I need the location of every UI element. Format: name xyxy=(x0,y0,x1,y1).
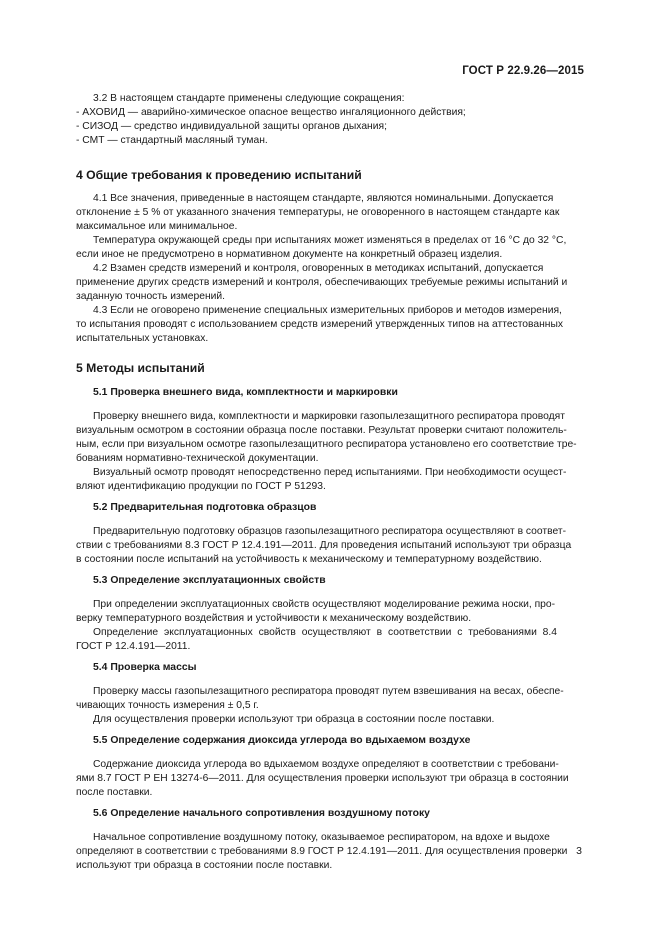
body-line: максимальное или минимальное. xyxy=(76,221,238,232)
body-line: Визуальный осмотр проводят непосредственно перед испытаниями. При необходимости осущест- xyxy=(93,467,567,478)
subsection-5-6-title: 5.6 Определение начального сопротивления воздушному потоку xyxy=(93,808,430,819)
body-line: Определение эксплуатационных свойств осуществляют в соответствии с требованиями 8.4 xyxy=(93,627,557,638)
body-line: если иное не предусмотрено в нормативном документе на конкретный образец изделия. xyxy=(76,249,503,260)
abbrev-item: - АХОВИД — аварийно-химическое опасное вещество ингаляционного действия; xyxy=(76,107,466,118)
body-line: При определении эксплуатационных свойств осуществляют моделирование режима носки, про- xyxy=(93,599,556,610)
body-line: 4.3 Если не оговорено применение специальных измерительных приборов и методов измерения, xyxy=(93,305,562,316)
body-line: Предварительную подготовку образцов газопылезащитного респиратора осуществляют в соответ- xyxy=(93,526,566,537)
body-line: ным, если при визуальном осмотре газопылезащитного респиратора установлено его соответствие тре- xyxy=(76,439,577,450)
body-line: отклонение ± 5 % от указанного значения температуры, не оговоренного в настоящем стандарте как xyxy=(76,207,560,218)
body-line: Проверку внешнего вида, комплектности и маркировки газопылезащитного респиратора проводят xyxy=(93,411,565,422)
body-line: Начальное сопротивление воздушному потоку, оказываемое респиратором, на вдохе и выдохе xyxy=(93,832,550,843)
body-line: 4.2 Взамен средств измерений и контроля, оговоренных в методиках испытаний, допускается xyxy=(93,263,544,274)
subsection-5-2-title: 5.2 Предварительная подготовка образцов xyxy=(93,502,317,513)
body-line: Для осуществления проверки используют три образца в состоянии после поставки. xyxy=(93,714,495,725)
section-4-title: 4 Общие требования к проведению испытаний xyxy=(76,168,362,182)
body-line: используют три образца в состоянии после поставки. xyxy=(76,860,333,871)
page-number: 3 xyxy=(576,845,582,857)
body-line: применение других средств измерений и контроля, обеспечивающих требуемые режимы испытаний и xyxy=(76,277,568,288)
body-line: ГОСТ Р 12.4.191—2011. xyxy=(76,641,191,652)
subsection-5-4-title: 5.4 Проверка массы xyxy=(93,662,197,673)
section-5-title: 5 Методы испытаний xyxy=(76,361,205,375)
body-line: Проверку массы газопылезащитного респиратора проводят путем взвешивания на весах, обеспе- xyxy=(93,686,564,697)
subsection-5-3-title: 5.3 Определение эксплуатационных свойств xyxy=(93,575,326,586)
body-line: после поставки. xyxy=(76,787,153,798)
standard-header: ГОСТ Р 22.9.26—2015 xyxy=(462,65,584,77)
subsection-5-1-title: 5.1 Проверка внешнего вида, комплектности и маркировки xyxy=(93,387,398,398)
body-line: определяют в соответствии с требованиями 8.9 ГОСТ Р 12.4.191—2011. Для осуществления проверки xyxy=(76,846,568,857)
body-line: Температура окружающей среды при испытаниях может изменяться в пределах от 16 °С до 32 °С, xyxy=(93,235,567,246)
body-line: Содержание диоксида углерода во вдыхаемом воздухе определяют в соответствии с требовани- xyxy=(93,759,559,770)
abbrev-item: - СМТ — стандартный масляный туман. xyxy=(76,135,268,146)
clause-3-2-intro: 3.2 В настоящем стандарте применены следующие сокращения: xyxy=(93,93,405,104)
body-line: заданную точность измерений. xyxy=(76,291,226,302)
body-line: в состоянии после испытаний на устойчивость к механическому и температурному воздействию. xyxy=(76,554,542,565)
abbrev-item: - СИЗОД — средство индивидуальной защиты органов дыхания; xyxy=(76,121,387,132)
body-line: вляют идентификацию продукции по ГОСТ Р 51293. xyxy=(76,481,326,492)
body-line: то испытания проводят с использованием средств измерений утвержденных типов на аттестованных xyxy=(76,319,564,330)
body-line: ями 8.7 ГОСТ Р ЕН 13274-6—2011. Для осуществления проверки используют три образца в состоянии xyxy=(76,773,569,784)
body-line: 4.1 Все значения, приведенные в настоящем стандарте, являются номинальными. Допускается xyxy=(93,193,554,204)
body-line: ствии с требованиями 8.3 ГОСТ Р 12.4.191—2011. Для проведения испытаний используют три образца xyxy=(76,540,572,551)
subsection-5-5-title: 5.5 Определение содержания диоксида углерода во вдыхаемом воздухе xyxy=(93,735,471,746)
body-line: верку температурного воздействия и устойчивости к механическому воздействию. xyxy=(76,613,472,624)
body-line: бованиям нормативно-технической документации. xyxy=(76,453,319,464)
body-line: испытательных установках. xyxy=(76,333,209,344)
body-line: чивающих точность измерения ± 0,5 г. xyxy=(76,700,259,711)
body-line: визуальным осмотром в состоянии образца после поставки. Результат проверки считают положитель- xyxy=(76,425,567,436)
